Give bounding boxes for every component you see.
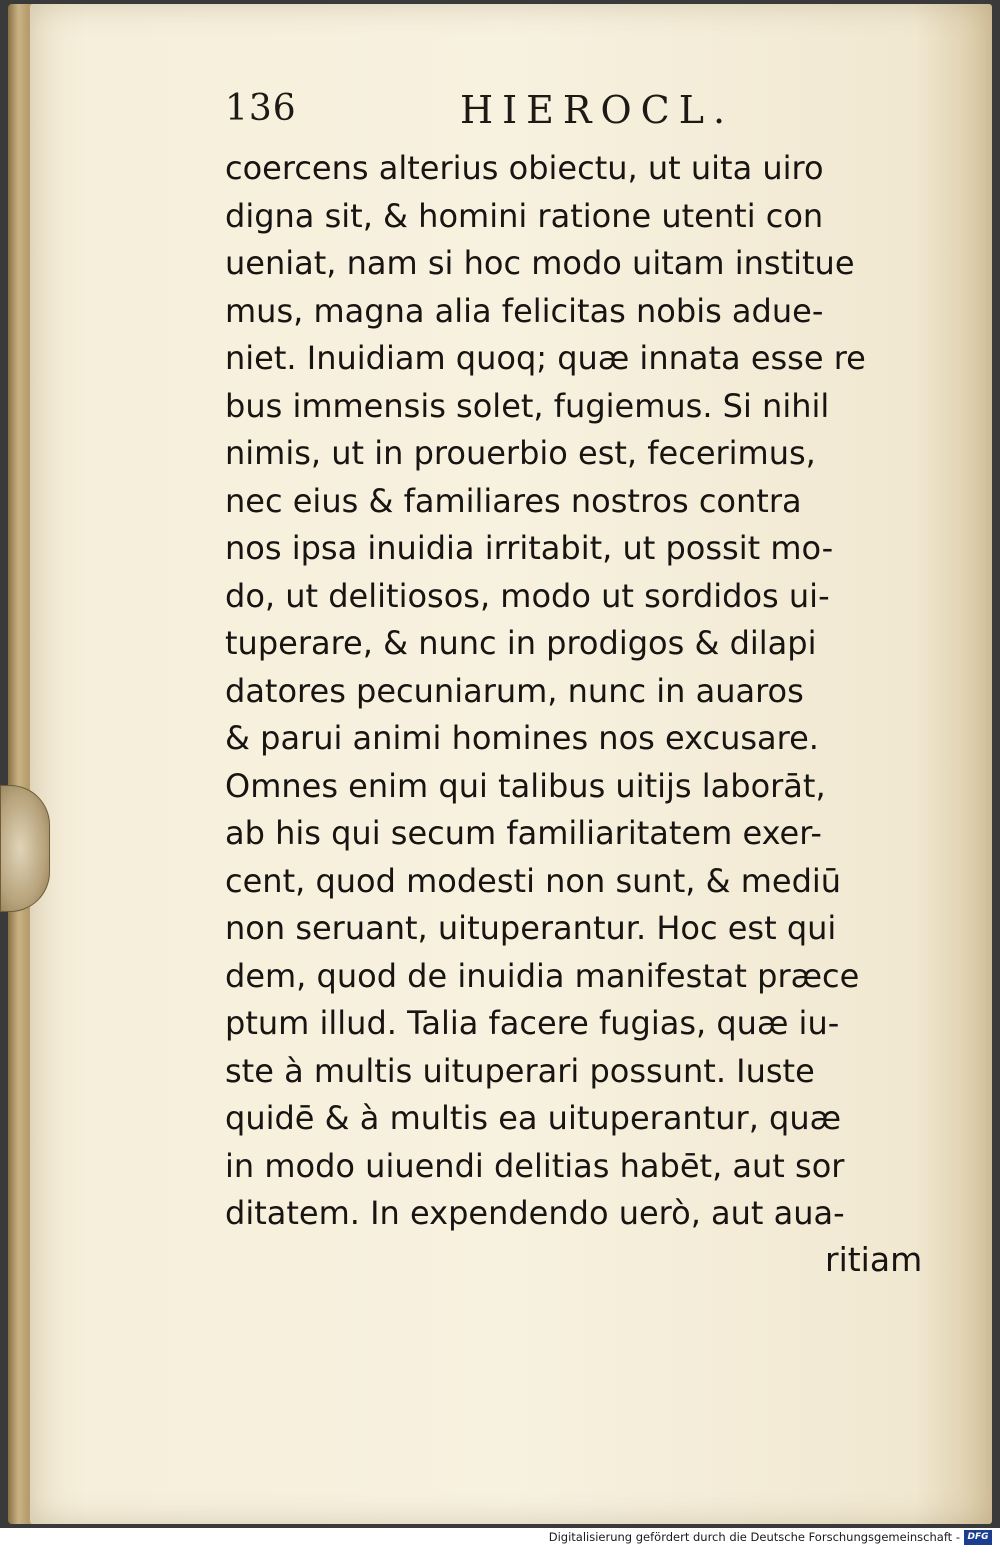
text-line: non seruant, uituperantur. Hoc est qui	[225, 909, 837, 947]
text-line: & parui animi homines nos excusare.	[225, 719, 819, 757]
text-line: nec eius & familiares nostros contra	[225, 481, 802, 520]
text-line: nimis, ut in prouerbio est, fecerimus,	[225, 434, 816, 472]
text-line: bus immensis solet, fugiemus. Si nihil	[225, 386, 830, 425]
running-head	[225, 88, 745, 138]
footer-credit: Digitalisierung gefördert durch die Deutsche Forschungsgemeinschaft -	[548, 1530, 960, 1544]
text-line: tuperare, & nunc in prodigos & dilapi	[225, 624, 817, 662]
text-line: digna sit, & homini ratione utenti con	[225, 196, 824, 235]
text-line: in modo uiuendi delitias habēt, aut sor	[225, 1146, 845, 1185]
text-line: do, ut delitiosos, modo ut sordidos ui-	[225, 576, 830, 615]
text-line: nos ipsa inuidia irritabit, ut possit mo-	[225, 529, 834, 567]
text-line: dem, quod de inuidia manifestat præce	[225, 956, 860, 995]
text-line: quidē & à multis ea uituperantur, quæ	[225, 1099, 842, 1137]
book-clasp	[0, 785, 50, 912]
running-title: HIEROCL.	[460, 88, 735, 132]
text-line: ste à multis uituperari possunt. Iuste	[225, 1051, 815, 1090]
dfg-logo: DFG	[964, 1530, 992, 1545]
footer-bar	[0, 1528, 1000, 1549]
catchword: ritiam	[825, 1240, 923, 1279]
text-line: datores pecuniarum, nunc in auaros	[225, 671, 804, 710]
text-line: ptum illud. Talia facere fugias, quæ iu-	[225, 1004, 840, 1042]
text-line: ab his qui secum familiaritatem exer-	[225, 814, 822, 852]
body-text	[225, 145, 945, 1238]
page-number: 136	[225, 88, 297, 129]
text-line: ditatem. In expendendo uerò, aut aua-	[225, 1194, 845, 1232]
text-line: niet. Inuidiam quoq; quæ innata esse re	[225, 339, 866, 377]
text-line: coercens alterius obiectu, ut uita uiro	[225, 149, 824, 187]
text-line: Omnes enim qui talibus uitijs laborāt,	[225, 766, 826, 805]
show-through-text	[240, 1258, 660, 1288]
text-line: mus, magna alia felicitas nobis adue-	[225, 291, 824, 330]
text-line: cent, quod modesti non sunt, & mediū	[225, 861, 842, 900]
text-line: ueniat, nam si hoc modo uitam institue	[225, 244, 855, 282]
